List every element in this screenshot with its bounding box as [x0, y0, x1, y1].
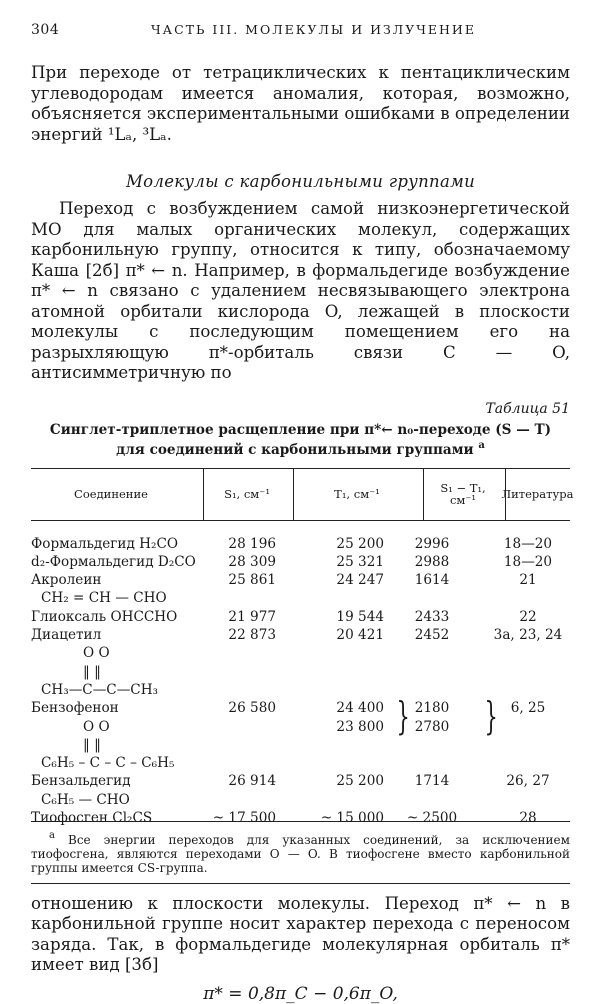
col-header-diff: S₁ − T₁, см⁻¹	[440, 481, 486, 507]
cell-compound: C₆H₅ — CHO	[41, 791, 130, 808]
cell-compound: ‖ ‖	[83, 736, 101, 753]
table-row	[31, 626, 570, 645]
cell-compound: Бензофенон	[31, 700, 119, 717]
cell-s1: 21 977	[228, 608, 276, 625]
table-row	[31, 571, 570, 590]
cell-compound: Акролеин	[31, 572, 102, 589]
formula-pi-star: π* = 0,8π_C − 0,6π_O,	[203, 983, 398, 1004]
cell-compound: CH₃—C—C—CH₃	[41, 681, 158, 698]
cell-literature: 6, 25	[510, 700, 546, 717]
cell-compound: CH₂ = CH — CHO	[41, 590, 167, 607]
cell-compound: d₂-Формальдегид D₂CO	[31, 553, 196, 570]
cell-compound: C₆H₅ – C – C – C₆H₅	[41, 755, 175, 772]
cell-diff: 2180	[414, 700, 450, 717]
table-row	[31, 644, 570, 663]
table-header	[31, 469, 574, 521]
table-row	[31, 608, 570, 627]
cell-t1: 23 800	[336, 718, 384, 735]
brace-diff: }	[484, 694, 498, 739]
table-title-note: a	[478, 439, 485, 451]
cell-compound: Глиоксаль OHCCHO	[31, 608, 178, 625]
paragraph-anomaly: При переходе от тетрациклических к пентациклическим углеводородам имеется аномалия, которая, возможно, объясняется экспериментальными ошибками в определении энергий ¹Lₐ, ³Lₐ.	[31, 63, 570, 144]
footnote-rule	[31, 883, 570, 884]
paragraph-charge-transfer: отношению к плоскости молекулы. Переход π* ← n в карбонильной группе носит характер перехода с переносом заряда. Так, в формальдегиде молекулярная орбиталь π* имеет вид [3б]	[31, 893, 570, 974]
cell-s1: 25 861	[228, 572, 276, 589]
table-title-line2: для соединений с карбонильными группами $^a$	[116, 439, 485, 458]
cell-t1: 24 400	[336, 700, 384, 717]
cell-s1: 22 873	[228, 627, 276, 643]
table-row	[31, 553, 570, 572]
cell-literature: 21	[519, 572, 537, 589]
table-row	[31, 809, 570, 828]
table-footnote: $^a$ Все энергии переходов для указанных соединений, за исключением тиофосгена, являются переходами O — O. В тиофосгене вместо карбонильной группы имеется CS-группа.	[31, 829, 570, 875]
table-title-line1: Синглет-триплетное расщепление при π*← n₀-переходе (S — T)	[49, 421, 552, 438]
table-body	[31, 521, 570, 826]
cell-compound: ‖ ‖	[83, 663, 101, 680]
cell-diff: 2780	[414, 718, 450, 735]
cell-compound: O O	[83, 645, 110, 662]
cell-compound: Диацетил	[31, 627, 102, 643]
cell-s1: 28 309	[228, 553, 276, 570]
paragraph-carbonyl-transition: Переход с возбуждением самой низкоэнергетической МО для малых органических молекул, содержащих карбонильную группу, относится к типу, обозначаемому Каша [2б] π* ← n. Например, в формальдегиде возбуждение π* ← n связано с удалением несвязывающего электрона атомной орбитали кислорода O, лежащей в плоскости молекулы с последующим помещением его на разрыхляющую π*-орбиталь связи C — O, антисимметричную по	[31, 199, 570, 382]
table-row	[31, 589, 570, 608]
cell-literature: 3а, 23, 24	[493, 627, 563, 643]
cell-s1: 26 580	[228, 700, 276, 717]
cell-diff: 1714	[414, 773, 450, 790]
col-header-compound: Соединение	[74, 487, 148, 501]
col-header-s1: S₁, см⁻¹	[224, 487, 270, 501]
table-row	[31, 736, 570, 755]
cell-t1: 25 200	[336, 535, 384, 552]
page-number: 304	[31, 22, 60, 38]
running-title: ЧАСТЬ III. МОЛЕКУЛЫ И ИЗЛУЧЕНИЕ	[151, 22, 476, 37]
cell-s1: ~ 17 500	[212, 810, 276, 826]
cell-diff: ~ 2500	[406, 810, 458, 826]
cell-diff: 2433	[414, 608, 450, 625]
cell-literature: 28	[519, 810, 537, 826]
cell-compound: Бензальдегид	[31, 773, 131, 790]
cell-t1: 20 421	[336, 627, 384, 643]
cell-compound: Формальдегид H₂CO	[31, 535, 179, 552]
cell-diff: 1614	[414, 572, 450, 589]
cell-s1: 26 914	[228, 773, 276, 790]
section-title: Молекулы с карбонильными группами	[125, 172, 476, 191]
cell-diff: 2988	[414, 553, 450, 570]
table-row	[31, 535, 570, 554]
running-head	[31, 0, 570, 40]
cell-diff: 2452	[414, 627, 450, 643]
singlet-triplet-table	[31, 468, 574, 826]
cell-t1: 24 247	[336, 572, 384, 589]
cell-literature: 26, 27	[506, 773, 550, 790]
table-row	[31, 663, 570, 682]
cell-literature: 18—20	[503, 535, 553, 552]
cell-compound: Тиофосген Cl₂CS	[31, 810, 153, 826]
cell-t1: 25 321	[336, 553, 384, 570]
col-header-t1: T₁, см⁻¹	[334, 487, 380, 501]
cell-diff: 2996	[414, 535, 450, 552]
col-header-literature: Литература	[501, 487, 574, 501]
table-row	[31, 772, 570, 791]
cell-literature: 22	[519, 608, 537, 625]
table-row	[31, 754, 570, 773]
cell-literature: 18—20	[503, 553, 553, 570]
table-label: Таблица 51	[485, 400, 570, 417]
cell-s1: 28 196	[228, 535, 276, 552]
cell-t1: 25 200	[336, 773, 384, 790]
brace-t1: }	[396, 694, 410, 739]
cell-compound: O O	[83, 718, 110, 735]
cell-t1: 19 544	[336, 608, 384, 625]
cell-t1: ~ 15 000	[320, 810, 384, 826]
table-title	[31, 422, 570, 458]
table-row	[31, 791, 570, 810]
